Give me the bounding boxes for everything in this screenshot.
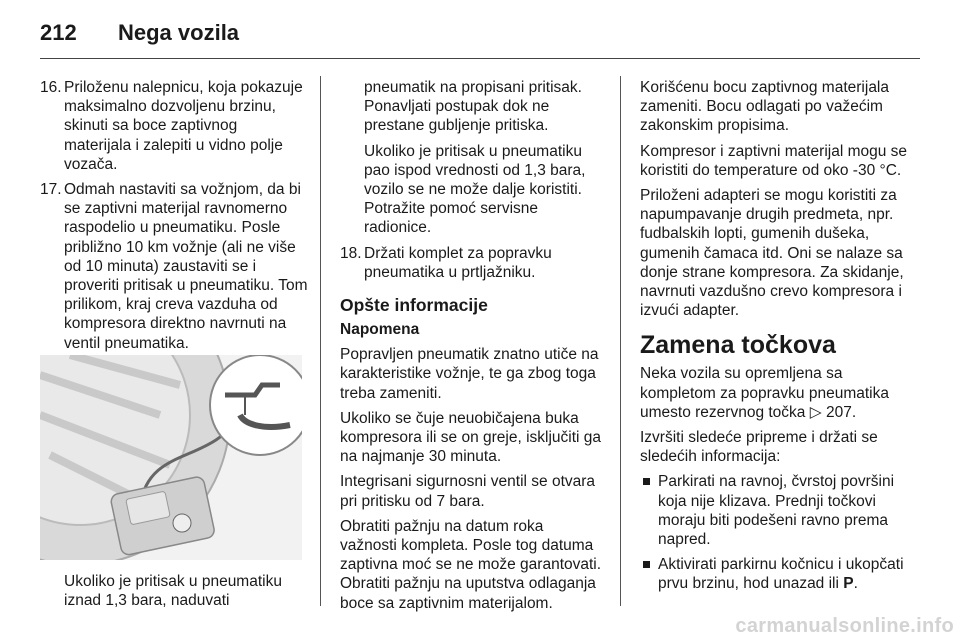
page-number: 212: [40, 20, 77, 45]
paragraph-adapters: Priloženi adapteri se mogu koristiti za napumpavanje drugih predmeta, npr. fudbalskih lopti, gumenih dušeka, gumenih čamaca itd. Oni se nalaze sa donje strane kompresora. Za skidanje, navrnuti vazdušno crevo kompresora i izvući adapter.: [640, 187, 904, 320]
column-divider-1: [320, 76, 321, 606]
page-reference: 207.: [825, 403, 857, 421]
note-heading: Napomena: [340, 321, 420, 339]
bullet-item: [640, 472, 908, 549]
item-number: 17.: [40, 181, 62, 199]
column-divider-2: [620, 76, 621, 606]
item-number: 16.: [40, 79, 62, 96]
item-number: 18.: [340, 244, 362, 262]
paragraph-compressor-noise: Ukoliko se čuje neuobičajena buka kompresora ili se on greje, isključiti ga na najmanje 30 minuta.: [340, 409, 602, 466]
tire-compressor-illustration: [40, 355, 302, 560]
column-2: [340, 78, 602, 619]
illustration-caption-text: Ukoliko je pritisak u pneumatiku iznad 1,3 bara, naduvati: [64, 573, 282, 610]
continued-paragraph: pneumatik na propisani pritisak. Ponavljati postupak dok ne prestane gubljenje pritiska.: [364, 79, 582, 135]
bullet-square-icon: [643, 478, 650, 485]
section-heading-wheel-change: Zamena točkova: [640, 331, 836, 360]
paragraph-text: Neka vozila su opremljena sa kompletom za popravku pneumatika umesto rezervnog točka: [640, 365, 889, 421]
item-text: Odmah nastaviti sa vožnjom, da bi se zaptivni materijal ravnomerno raspodelio u pneumatiku. Posle približno 10 km vožnje (ali ne više od 10 minuta) zaustaviti se i proveriti pritisak u pneumatiku. Tom prilikom, kraj creva vazduha od kompresora direktno navrnuti na ventil pneumatika.: [64, 181, 308, 352]
column-1: [40, 78, 308, 359]
bullet-item: [640, 555, 908, 593]
bullet-text: Aktivirati parkirnu kočnicu i ukopčati prvu brzinu, hod unazad ili: [658, 556, 904, 593]
watermark: carmanualsonline.info: [735, 615, 954, 637]
paragraph-safety-valve: Integrisani sigurnosni ventil se otvara pri pritisku od 7 bara.: [340, 473, 596, 510]
paragraph-expiry-date: Obratiti pažnju na datum roka važnosti kompleta. Posle tog datuma zaptivna moć se ne može garantovati. Obratiti pažnju na uputstva odlaganja boce sa zaptivnim materijalom.: [340, 517, 602, 612]
item-text: Priloženu nalepnicu, koja pokazuje maksimalno dozvoljenu brzinu, skinuti sa boce zaptivnog materijala i zalepiti u vidno polje vozača.: [64, 79, 303, 173]
paragraph-preparations: Izvršiti sledeće pripreme i držati se sledećih informacija:: [640, 429, 878, 466]
bullet-end: .: [853, 575, 858, 593]
illustration-graphic: [40, 355, 302, 560]
section-heading-general-info: Opšte informacije: [340, 295, 488, 316]
list-item-16: [40, 78, 308, 174]
pressure-warning-paragraph: Ukoliko je pritisak u pneumatiku pao ispod vrednosti od 1,3 bara, vozilo se ne može dalje koristiti. Potražite pomoć servisne radionice.: [364, 142, 586, 237]
page-header: [40, 14, 920, 54]
item-text: Držati komplet za popravku pneumatika u prtljažniku.: [364, 244, 552, 281]
note-text: Popravljen pneumatik znatno utiče na karakteristike vožnje, te ga zbog toga treba zameniti.: [340, 346, 599, 402]
bullet-text: Parkirati na ravnoj, čvrstoj površini koja nije klizava. Prednji točkovi moraju biti podešeni ravno prema napred.: [658, 473, 895, 549]
list-item-18: [340, 244, 602, 282]
header-rule: [40, 58, 920, 59]
gear-position-p: P: [843, 575, 854, 593]
page-ref-arrow-icon: ▷: [809, 403, 822, 421]
paragraph-temperature: Kompresor i zaptivni materijal mogu se koristiti do temperature od oko -30 °C.: [640, 142, 908, 179]
column-3: [640, 78, 908, 600]
page-title: Nega vozila: [118, 20, 240, 45]
paragraph-used-bottle: Korišćenu bocu zaptivnog materijala zameniti. Bocu odlagati po važećim zakonskim propisima.: [640, 79, 889, 135]
bullet-square-icon: [643, 561, 650, 568]
paragraph-repair-kit: [640, 364, 908, 422]
list-item-17: [40, 180, 308, 353]
